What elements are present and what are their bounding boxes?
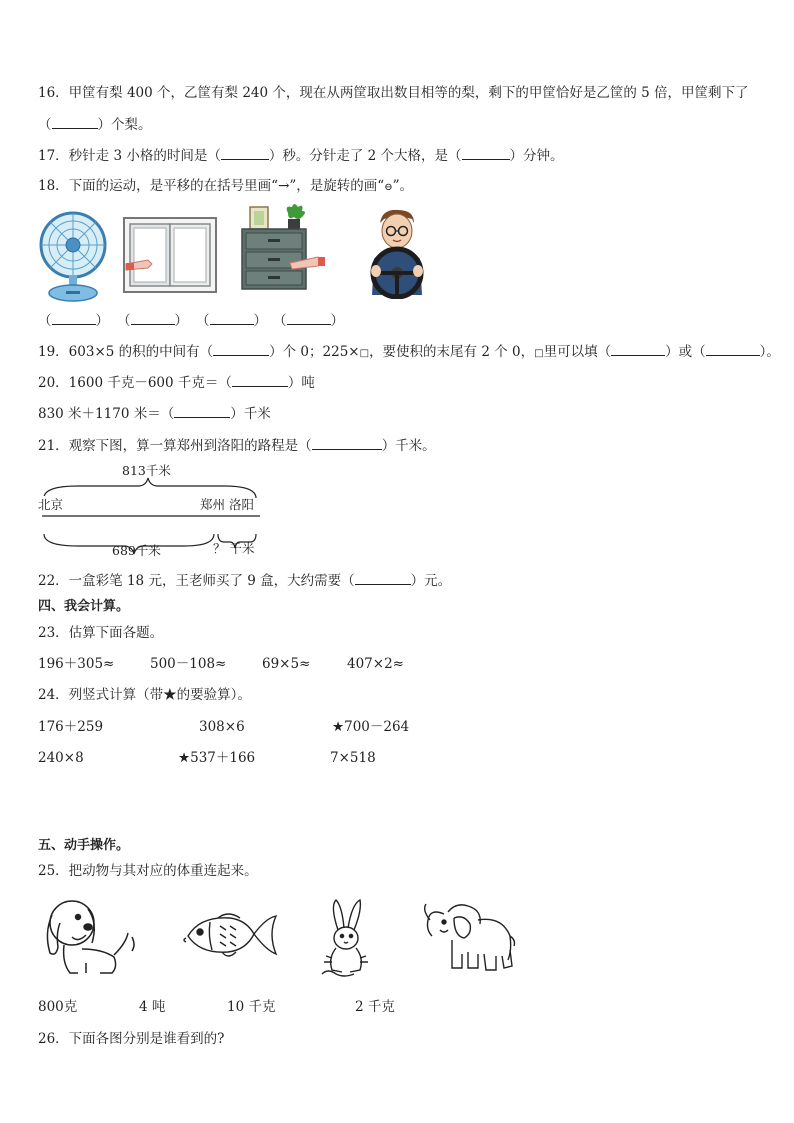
top-distance-label: 813千米 — [122, 463, 171, 478]
paren-close: ） — [330, 313, 344, 329]
weight-label-3: 10 千克 — [227, 999, 276, 1015]
q22-line — [38, 572, 451, 590]
q19-part-a: 19．603×5 的积的中间有（ — [38, 344, 214, 360]
answer-blank[interactable] — [312, 437, 382, 450]
q19-part-e: ）或（ — [665, 344, 706, 360]
q24-item-1: 176＋259 — [38, 719, 104, 735]
answer-blank[interactable] — [174, 405, 230, 418]
q17-part-c: ）分钟。 — [509, 148, 564, 164]
q16-line2 — [38, 116, 152, 134]
elephant-icon — [420, 900, 516, 976]
q21-line — [38, 437, 436, 455]
q24-item-6: 7×518 — [330, 750, 376, 766]
q26-title: 26．下面各图分别是谁看到的? — [38, 1031, 225, 1047]
q24-item-4: 240×8 — [38, 750, 84, 766]
answer-blank[interactable] — [232, 374, 288, 387]
q20-part-a: 20．1600 千克－600 千克＝（ — [38, 375, 232, 391]
q16-tail: ）个梨。 — [97, 117, 152, 133]
answer-blank[interactable] — [210, 312, 254, 325]
paren-close: ） — [174, 313, 188, 329]
q18-line — [38, 177, 413, 197]
q20-line1 — [38, 374, 315, 392]
q17-line — [38, 147, 564, 165]
paren-close: ） — [253, 313, 267, 329]
q25-title: 25．把动物与其对应的体重连起来。 — [38, 863, 258, 879]
answer-blank[interactable] — [287, 312, 331, 325]
q16-line1: 16．甲筐有梨 400 个，乙筐有梨 240 个，现在从两筐取出数目相等的梨，剩下的甲筐恰好是乙筐的 5 倍，甲筐剩下了 — [38, 85, 749, 101]
answer-blank[interactable] — [52, 116, 98, 129]
unknown-distance-label: ？ 千米 — [213, 541, 255, 556]
q19-part-d: 里可以填（ — [543, 344, 612, 360]
weight-label-2: 4 吨 — [139, 999, 166, 1015]
section-5-heading: 五、动手操作。 — [38, 838, 130, 853]
q20-part-c: 830 米＋1170 米＝（ — [38, 406, 175, 422]
q23-item-3: 69×5≈ — [262, 656, 311, 672]
top-brace — [44, 478, 256, 498]
q18-end: ”。 — [392, 178, 413, 194]
q19-part-c: ，要使积的末尾有 2 个 0， — [369, 344, 535, 360]
q23-item-1: 196＋305≈ — [38, 656, 115, 672]
q19-part-f: ）。 — [759, 344, 780, 360]
answer-blank[interactable] — [213, 343, 269, 356]
paren-answer-4 — [273, 312, 344, 330]
q23-title: 23．估算下面各题。 — [38, 625, 164, 641]
q23-item-2: 500－108≈ — [150, 656, 227, 672]
paren-open: （ — [273, 313, 287, 329]
q23-item-4: 407×2≈ — [347, 656, 404, 672]
city-zhengzhou: 郑州 — [200, 497, 226, 512]
city-luoyang: 洛阳 — [229, 497, 255, 512]
city-beijing: 北京 — [38, 497, 64, 512]
paren-answer-3 — [196, 312, 267, 330]
answer-blank[interactable] — [131, 312, 175, 325]
answer-blank[interactable] — [52, 312, 96, 325]
box-symbol: □ — [359, 348, 370, 359]
q21-part-b: ）千米。 — [381, 438, 436, 454]
q24-item-3: ★700－264 — [332, 719, 410, 735]
q19-part-b: ）个 0；225× — [269, 344, 360, 360]
driver-steering-wheel-icon — [362, 207, 432, 299]
q19-line — [38, 343, 780, 363]
q17-part-a: 17．秒针走 3 小格的时间是（ — [38, 148, 221, 164]
q20-line2 — [38, 405, 271, 423]
answer-blank[interactable] — [706, 343, 760, 356]
paren-answer-2 — [117, 312, 188, 330]
paren-answer-1 — [38, 312, 109, 330]
paren-open: （ — [196, 313, 210, 329]
answer-blank[interactable] — [355, 572, 411, 585]
q24-item-5: ★537＋166 — [178, 750, 256, 766]
paren-open: （ — [117, 313, 131, 329]
q21-part-a: 21．观察下图，算一算郑州到洛阳的路程是（ — [38, 438, 312, 454]
answer-blank[interactable] — [611, 343, 665, 356]
q17-part-b: ）秒。分针走了 2 个大格，是（ — [268, 148, 462, 164]
window-icon — [122, 216, 218, 294]
q20-part-d: ）千米 — [230, 406, 271, 422]
drawer-cabinet-icon — [238, 203, 328, 291]
fish-icon — [180, 908, 280, 962]
q24-title: 24．列竖式计算（带★的要验算）。 — [38, 687, 251, 703]
bottom-distance-label: 689千米 — [112, 543, 161, 558]
paren-open: （ — [38, 313, 52, 329]
fan-icon — [38, 207, 110, 303]
answer-blank[interactable] — [221, 147, 269, 160]
weight-label-1: 800克 — [38, 999, 78, 1015]
box-symbol: □ — [534, 348, 544, 359]
q20-part-b: ）吨 — [287, 375, 315, 391]
q22-part-a: 22．一盒彩笔 18 元，王老师买了 9 盒，大约需要（ — [38, 573, 355, 589]
q18-text: 18．下面的运动，是平移的在括号里画“→”，是旋转的画“ — [38, 178, 385, 194]
q24-item-2: 308×6 — [199, 719, 245, 735]
paren-close: ） — [95, 313, 109, 329]
answer-blank[interactable] — [462, 147, 510, 160]
weight-label-4: 2 千克 — [355, 999, 395, 1015]
q22-part-b: ）元。 — [410, 573, 452, 589]
paren-open: （ — [38, 117, 52, 133]
dog-icon — [42, 893, 138, 983]
rotation-symbol: ⊖ — [384, 182, 393, 193]
rabbit-icon — [318, 896, 374, 980]
section-4-heading: 四、我会计算。 — [38, 599, 130, 614]
